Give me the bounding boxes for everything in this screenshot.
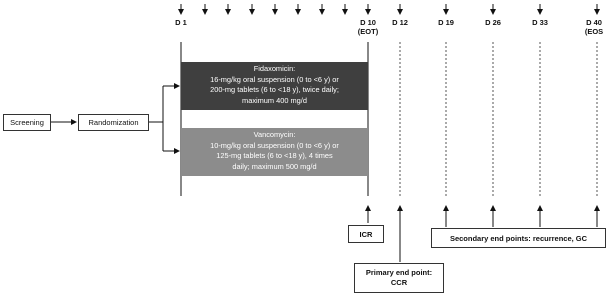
primary-endpoint-value: CCR xyxy=(390,278,408,287)
secondary-endpoints-label: Secondary end points: recurrence, GC xyxy=(449,233,588,243)
fidaxomicin-line: 200-mg tablets (6 to <18 y), twice daily; xyxy=(210,85,339,95)
day-label-d26: D 26 xyxy=(485,18,501,27)
secondary-endpoints-box xyxy=(431,228,606,248)
screening-label: Screening xyxy=(10,118,44,127)
vancomycin-line: daily; maximum 500 mg/d xyxy=(232,161,317,171)
vancomycin-line: 10-mg/kg oral suspension (0 to <6 y) or xyxy=(210,140,339,150)
fidaxomicin-line: Fidaxomicin: xyxy=(253,64,296,73)
fidaxomicin-line: 16-mg/kg oral suspension (0 to <6 y) or xyxy=(210,74,339,84)
randomization-label: Randomization xyxy=(88,118,139,127)
vancomycin-line: Vancomycin: xyxy=(253,130,296,139)
primary-endpoint-box xyxy=(354,263,444,293)
vancomycin-line: 125-mg tablets (6 to <18 y), 4 times xyxy=(216,151,333,161)
day-label-d19: D 19 xyxy=(438,18,454,27)
day-label-d33: D 33 xyxy=(532,18,548,27)
randomization-box xyxy=(78,114,149,131)
vancomycin-arm xyxy=(181,128,368,176)
primary-endpoint-title: Primary end point: xyxy=(365,268,433,277)
day-label-d12: D 12 xyxy=(392,18,408,27)
day-label-d40: D 40 (EOS xyxy=(584,18,604,36)
day-label-d1: D 1 xyxy=(175,18,187,27)
icr-box xyxy=(348,225,384,243)
fidaxomicin-arm xyxy=(181,62,368,110)
icr-label: ICR xyxy=(359,229,373,239)
day-label-d10: D 10 (EOT) xyxy=(357,18,379,36)
screening-box xyxy=(3,114,51,131)
fidaxomicin-line: maximum 400 mg/d xyxy=(242,95,307,105)
